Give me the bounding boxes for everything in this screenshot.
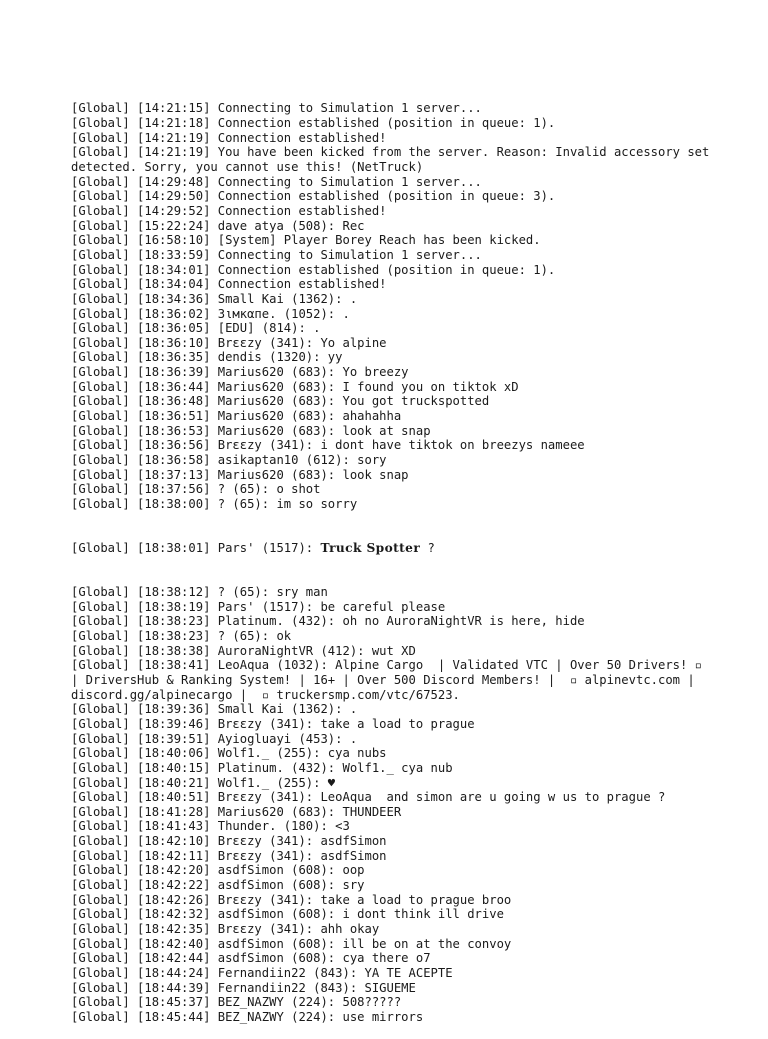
chat-message: [Global] [18:36:44] Marius620 (683): I found you on tiktok xD — [71, 379, 519, 394]
chat-message: [Global] [14:21:19] You have been kicked from the server. Reason: Invalid accessory set detected. Sorry, you cannot use this! (NetTruck) — [71, 145, 717, 174]
chat-message: [Global] [18:42:20] asdfSimon (608): oop — [71, 863, 365, 878]
chat-message: [Global] [18:38:41] LeoAqua (1032): Alpine Cargo | Validated VTC | Over 50 Drivers! ▫ | DriversHub & Ranking System! | 16+ | Over 500 Discord Members! | ▫ alpinevtc.com | discord.gg/alpinecargo | ▫ truckersmp.com/vtc/67523. — [71, 658, 717, 702]
chat-message: [Global] [18:42:22] asdfSimon (608): sry — [71, 878, 365, 893]
chat-message: [Global] [18:36:02] Зιмкαпе. (1052): . — [71, 306, 350, 321]
chat-message: [Global] [18:45:37] BEZ_NAZWY (224): 508????? — [71, 995, 402, 1010]
chat-message: [Global] [16:58:10] [System] Player Borey Reach has been kicked. — [71, 233, 541, 248]
chat-message: [Global] [18:44:24] Fernandiin22 (843): YA TE ACEPTE — [71, 966, 453, 981]
chat-message: [Global] [14:29:50] Connection established (position in queue: 3). — [71, 189, 556, 204]
chat-message: [Global] [18:38:00] ? (65): im so sorry — [71, 497, 358, 512]
chat-message: [Global] [14:21:15] Connecting to Simulation 1 server... — [71, 101, 482, 116]
chat-message: [Global] [18:36:58] asikaptan10 (612): sory — [71, 453, 387, 468]
chat-message: [Global] [18:36:10] Brεεzy (341): Yo alpine — [71, 335, 387, 350]
chat-message: [Global] [18:34:01] Connection established (position in queue: 1). — [71, 262, 556, 277]
chat-message: [Global] [18:42:10] Brεεzy (341): asdfSimon — [71, 834, 387, 849]
chat-message: [Global] [18:37:13] Marius620 (683): look snap — [71, 467, 409, 482]
chat-message: [Global] [18:36:53] Marius620 (683): look at snap — [71, 423, 431, 438]
chat-message: [Global] [18:40:21] Wolf1._ (255): ♥ — [71, 775, 336, 790]
chat-message: [Global] [18:37:56] ? (65): o shot — [71, 482, 321, 497]
chat-message: [Global] [18:36:39] Marius620 (683): Yo breezy — [71, 365, 409, 380]
chat-message: [Global] [18:41:28] Marius620 (683): THUNDEER — [71, 804, 402, 819]
chat-message: [Global] [18:45:44] BEZ_NAZWY (224): use mirrors — [71, 1010, 424, 1024]
chat-message-suffix: ? — [420, 541, 435, 555]
chat-message: [Global] [18:40:06] Wolf1._ (255): cya nubs — [71, 746, 387, 761]
chat-message: [Global] [18:33:59] Connecting to Simulation 1 server... — [71, 247, 482, 262]
chat-message-prefix: [Global] [18:38:01] Pars' (1517): — [71, 541, 321, 555]
chat-message: [Global] [18:40:51] Brεεzy (341): LeoAqua and simon are u going w us to prague ? — [71, 790, 666, 805]
chat-message: [Global] [18:42:11] Brεεzy (341): asdfSimon — [71, 848, 387, 863]
chat-message: [Global] [18:34:36] Small Kai (1362): . — [71, 291, 358, 306]
chat-message: [Global] [18:36:51] Marius620 (683): ahahahha — [71, 409, 402, 424]
chat-message: [Global] [18:36:35] dendis (1320): yy — [71, 350, 343, 365]
chat-message: [Global] [18:36:48] Marius620 (683): You got truckspotted — [71, 394, 490, 409]
chat-message: [Global] [18:34:04] Connection established! — [71, 277, 387, 292]
chat-log-block-1 — [71, 101, 717, 512]
chat-message: [Global] [18:42:40] asdfSimon (608): ill be on at the convoy — [71, 936, 512, 951]
chat-message: [Global] [18:36:56] Brεεzy (341): i dont have tiktok on breezys nameee — [71, 438, 585, 453]
chat-message: [Global] [18:38:38] AuroraNightVR (412): wut XD — [71, 643, 416, 658]
chat-message: [Global] [15:22:24] dave atya (508): Rec — [71, 218, 365, 233]
chat-log — [71, 72, 717, 1039]
chat-message: [Global] [18:42:35] Brεεzy (341): ahh okay — [71, 922, 380, 937]
chat-message: [Global] [18:40:15] Platinum. (432): Wolf1._ cya nub — [71, 760, 453, 775]
chat-message: [Global] [18:38:23] ? (65): ok — [71, 628, 292, 643]
chat-message: [Global] [18:41:43] Thunder. (180): <3 — [71, 819, 350, 834]
chat-message: [Global] [18:39:51] Ayiogluayi (453): . — [71, 731, 358, 746]
chat-message: [Global] [14:21:19] Connection established! — [71, 130, 387, 145]
chat-message: [Global] [18:38:19] Pars' (1517): be careful please — [71, 599, 446, 614]
chat-message: [Global] [18:38:23] Platinum. (432): oh no AuroraNightVR is here, hide — [71, 614, 585, 629]
styled-text: Truck Spotter — [320, 541, 421, 555]
chat-message: [Global] [18:39:46] Brεεzy (341): take a load to prague — [71, 716, 475, 731]
chat-message-styled — [71, 541, 711, 556]
chat-message: [Global] [18:36:05] [EDU] (814): . — [71, 321, 321, 336]
chat-message: [Global] [18:38:12] ? (65): sry man — [71, 584, 328, 599]
chat-message: [Global] [18:44:39] Fernandiin22 (843): SIGUEME — [71, 980, 416, 995]
chat-message: [Global] [18:42:44] asdfSimon (608): cya there o7 — [71, 951, 431, 966]
chat-log-block-2 — [71, 584, 717, 1025]
chat-message: [Global] [14:21:18] Connection established (position in queue: 1). — [71, 115, 556, 130]
chat-message: [Global] [18:42:32] asdfSimon (608): i dont think ill drive — [71, 907, 504, 922]
chat-message: [Global] [14:29:48] Connecting to Simulation 1 server... — [71, 174, 482, 189]
chat-message: [Global] [18:39:36] Small Kai (1362): . — [71, 702, 358, 717]
chat-message: [Global] [14:29:52] Connection established! — [71, 203, 387, 218]
chat-message: [Global] [18:42:26] Brεεzy (341): take a load to prague broo — [71, 892, 512, 907]
